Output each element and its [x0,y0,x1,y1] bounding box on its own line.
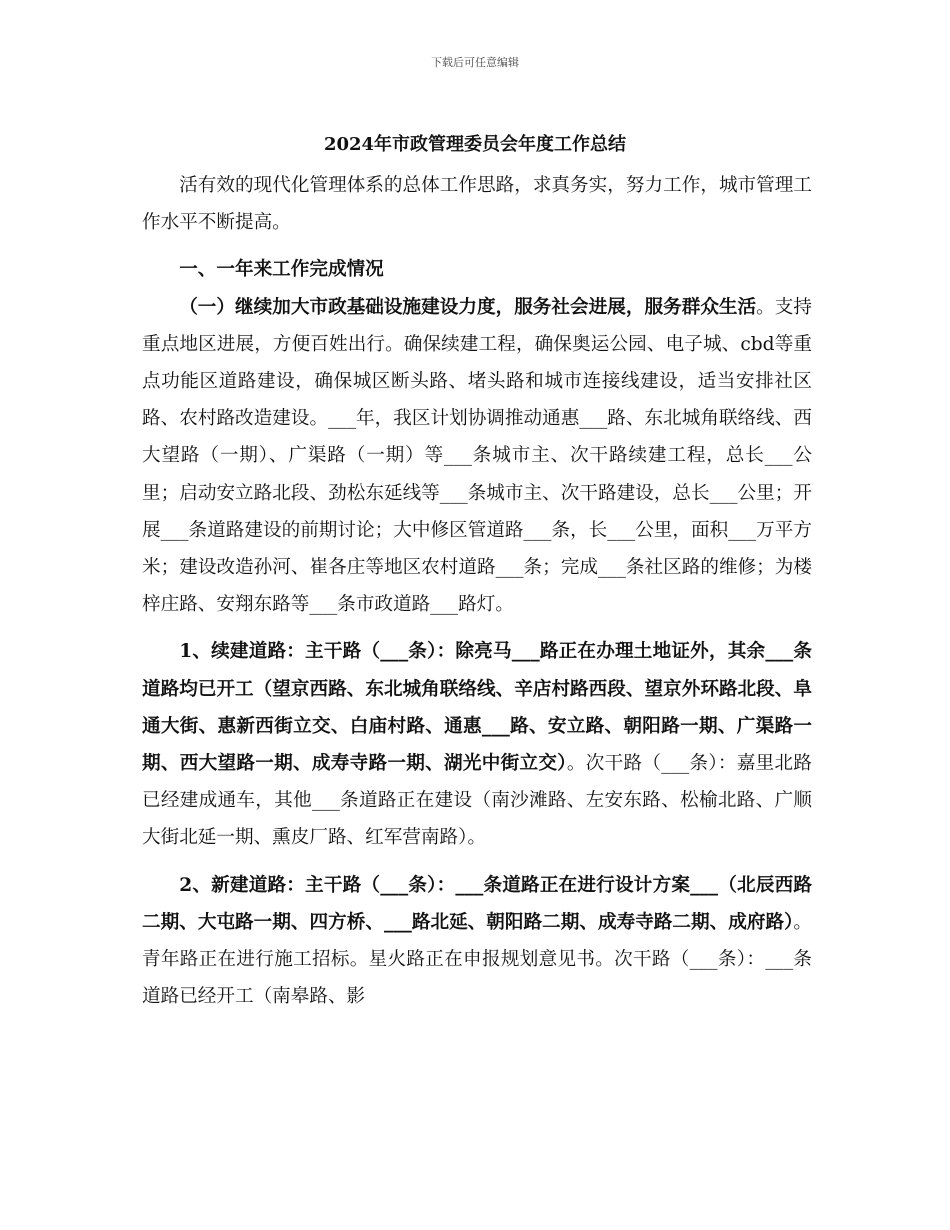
paragraph-3-text: 。青年路正在进行施工招标。星火路正在申报规划意见书。次干路（___条）：___条道路已经开工（南皋路、影 [142,911,812,1008]
paragraph-1 [142,289,812,624]
paragraph-2-text: 。次干路（___条）：嘉里北路已经建成通车，其他___条道路正在建设（南沙滩路、左安东路、松榆北路、广顺大街北延一期、熏皮厂路、红军营南路）。 [142,753,813,849]
document-body [142,167,812,1015]
paragraph-1-lead: （一）继续加大市政基础设施建设力度，服务社会进展，服务群众生活 [179,296,757,318]
paragraph-2 [142,633,812,856]
paragraph-2-lead: 1、续建道路：主干路（___条）：除亮马___路正在办理土地证外，其余___条道路均已开工（望京西路、东北城角联络线、辛店村路西段、望京外环路北段、阜通大街、惠新西街立交、白庙村路、通惠___路、安立路、朝阳路一期、广渠路一期、西大望路一期、成寿寺路一期、湖光中街立交） [142,641,812,775]
header-note: 下载后可任意编辑 [431,56,519,69]
intro-paragraph: 活有效的现代化管理体系的总体工作思路，求真务实，努力工作，城市管理工作水平不断提高。 [142,175,812,234]
paragraph-3 [142,867,812,1016]
section-heading: 一、一年来工作完成情况 [179,259,384,281]
paragraph-3-lead: 2、新建道路：主干路（___条）：___条道路正在进行设计方案___（北辰西路二期、大屯路一期、四方桥、___路北延、朝阳路二期、成寿寺路二期、成府路） [142,874,812,933]
paragraph-1-text: 。支持重点地区进展，方便百姓出行。确保续建工程，确保奥运公园、电子城、cbd等重点功能区道路建设，确保城区断头路、堵头路和城市连接线建设，适当安排社区路、农村路改造建设。___年，我区计划协调推动通惠___路、东北城角联络线、西大望路（一期）、广渠路（一期）等___条城市主、次干路续建工程，总长___公里；启动安立路北段、劲松东延线等___条城市主、次干路建设，总长___公里；开展___条道路建设的前期讨论；大中修区管道路___条，长___公里，面积___万平方米；建设改造孙河、崔各庄等地区农村道路___条；完成___条社区路的维修；为楼梓庄路、安翔东路等___条市政道路___路灯。 [142,296,812,616]
page-title: 2024年市政管理委员会年度工作总结 [323,134,627,155]
